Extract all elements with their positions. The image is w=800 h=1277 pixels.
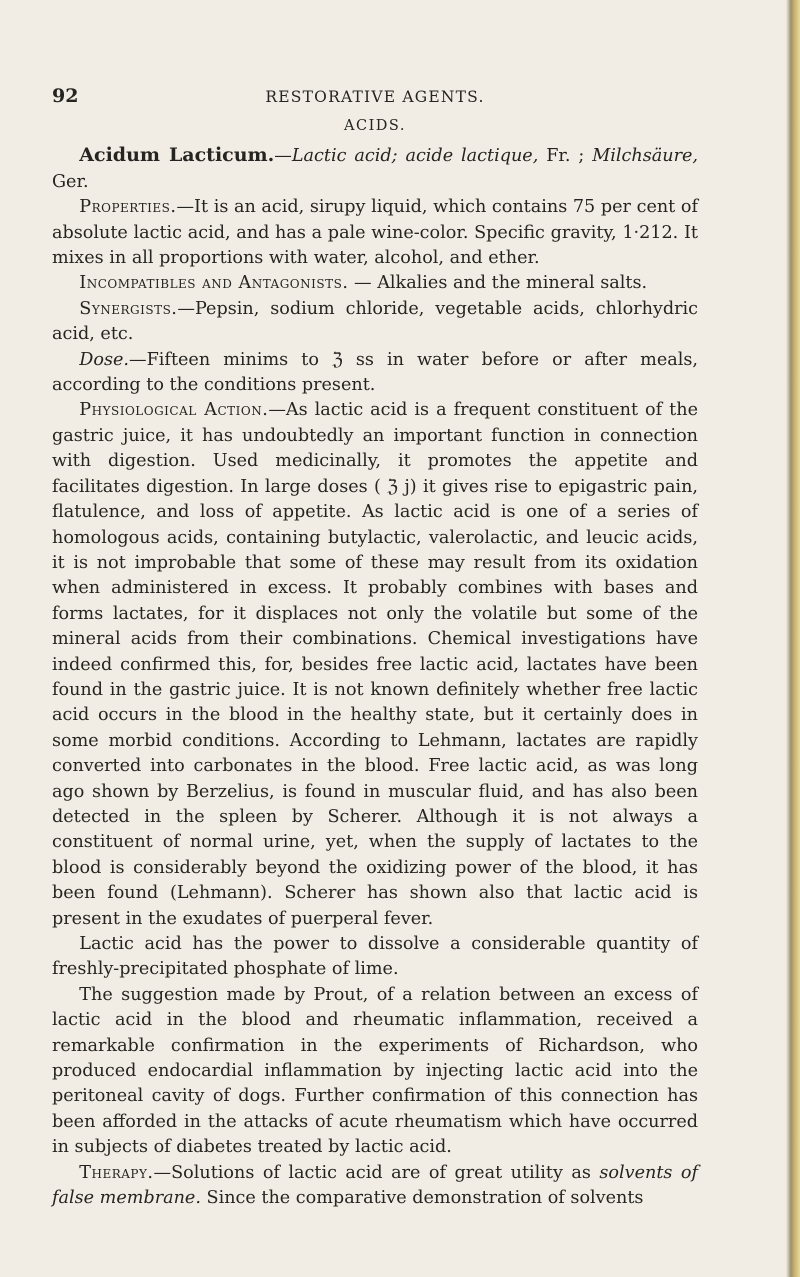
physiological-label: Physiological Action.: [79, 400, 269, 421]
book-page: [52, 84, 698, 1211]
properties-label: Properties.: [79, 197, 177, 218]
dose-label: Dose.: [79, 349, 129, 370]
synergists-label: Synergists.: [79, 298, 178, 319]
physiological-text: —As lactic acid is a frequent constituent of the gastric juice, it has undoubtedly an important function in connection with digestion. Used medicinally, it promotes the appetite and facilitates digestion. In large doses ( ℨ j) it gives rise to epigastric pain, flatulence, and loss of appetite. As lactic acid is one of a series of homologous acids, containing butylactic, valerolactic, and leucic acids, it is not improbable that some of these may result from its oxidation when administered in excess. It probably combines with bases and forms lactates, for it displaces not only the volatile but some of the mineral acids from their combinations. Chemical investigations have indeed confirmed this, for, besides free lactic acid, lactates have been found in the gastric juice. It is not known definitely whether free lactic acid occurs in the blood in the healthy state, but it certainly does in some morbid conditions. According to Lehmann, lactates are rapidly converted into carbonates in the blood. Free lactic acid, as was long ago shown by Berzelius, is found in muscular fluid, and has also been detected in the spleen by Scherer. Although it is not always a constituent of normal urine, yet, when the supply of lactates to the blood is considerably beyond the oxidizing power of the blood, it has been found (Lehmann). Scherer has shown also that lactic acid is present in the exudates of puerperal fever.: [52, 400, 698, 929]
therapy-text-pre: —Solutions of lactic acid are of great utility as: [153, 1162, 600, 1183]
synergists-text: —Pepsin, sodium chloride, vegetable acids, chlorhydric acid, etc.: [52, 298, 698, 345]
dose-text: —Fifteen minims to ℨ ss in water before or after meals, according to the conditions present.: [52, 349, 698, 396]
incompatibles-text: — Alkalies and the mineral salts.: [348, 273, 648, 294]
incompatibles-paragraph: [52, 271, 698, 296]
lime-paragraph: Lactic acid has the power to dissolve a considerable quantity of freshly-precipitated phosphate of lime.: [52, 934, 698, 980]
page-edge: [786, 0, 800, 1277]
synergists-paragraph: [52, 297, 698, 348]
incompatibles-label: Incompatibles and Antagonists.: [79, 273, 349, 294]
therapy-text-post: Since the comparative demonstration of solvents: [200, 1188, 644, 1209]
section-title: ACIDS.: [344, 118, 406, 134]
synonyms-dash: —: [274, 146, 292, 167]
therapy-italic: solvents of false membrane.: [52, 1162, 699, 1209]
therapy-paragraph: [52, 1161, 698, 1212]
synonyms-german: Milchsäure,: [592, 146, 698, 167]
dose-paragraph: [52, 348, 698, 399]
entry-name: Acidum Lacticum.: [79, 144, 275, 167]
page-header: [52, 84, 698, 112]
running-title: RESTORATIVE AGENTS.: [265, 88, 485, 106]
physiological-paragraph: [52, 398, 698, 932]
properties-text: —It is an acid, sirupy liquid, which contains 75 per cent of absolute lactic acid, and has a pale wine-color. Specific gravity, 1·212. It mixes in all proportions with water, alcohol, and ether.: [52, 197, 698, 269]
properties-paragraph: [52, 195, 698, 271]
prout-paragraph: The suggestion made by Prout, of a relation between an excess of lactic acid in the blood and rheumatic inflammation, received a remarkable confirmation in the experiments of Richardson, who produced endocardial inflammation by injecting lactic acid into the peritoneal cavity of dogs. Further confirmation of this connection has been afforded in the attacks of acute rheumatism which have occurred in subjects of diabetes treated by lactic acid.: [52, 984, 698, 1158]
synonyms-french-tag: Fr. ;: [538, 146, 593, 167]
page-number: 92: [52, 85, 79, 107]
synonyms-latin-french: Lactic acid; acide lactique,: [291, 146, 539, 167]
synonyms-german-tag: Ger.: [52, 171, 89, 192]
entry-heading: [52, 143, 698, 195]
therapy-label: Therapy.: [79, 1162, 154, 1183]
